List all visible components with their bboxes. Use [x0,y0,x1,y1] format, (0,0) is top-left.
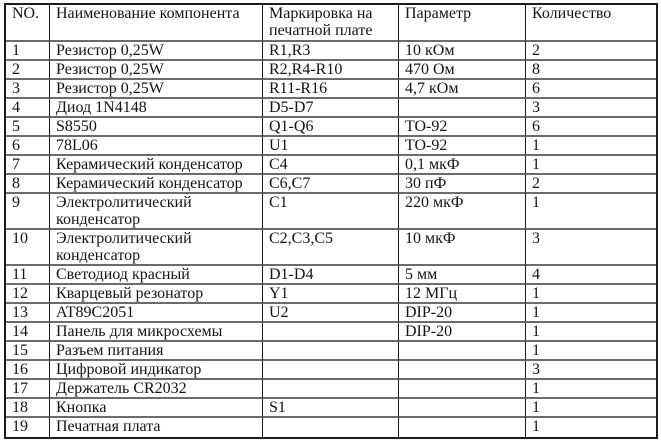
table-cell: AT89C2051 [50,304,263,323]
table-cell: 3 [6,80,50,99]
components-table [4,3,658,439]
table-row [6,418,656,437]
table-cell: R11-R16 [263,80,399,99]
col-header-no: NO. [6,5,50,42]
table-cell: 1 [532,418,540,435]
table-cell: 6 [6,137,50,156]
col-header-quantity: Количество [526,5,656,42]
table-cell: Электролитический конденсатор [50,194,263,230]
table-cell: Q1-Q6 [263,118,399,137]
table-cell: 470 Ом [399,61,526,80]
table-cell [399,399,526,418]
table-cell: D1-D4 [263,266,399,285]
table-cell: 1 [526,194,656,230]
table-cell: 3 [526,230,656,266]
table-header [6,5,656,42]
table-cell: R1,R3 [263,42,399,61]
col-header-component: Наименование компонента [50,5,263,42]
table-row [6,266,656,285]
table-cell: 1 [6,42,50,61]
table-cell: Кнопка [50,399,263,418]
table-cell: 14 [6,323,50,342]
table-cell: S1 [263,399,399,418]
table-cell: DIP-20 [399,304,526,323]
table-cell: 9 [6,194,50,230]
table-cell: 6 [526,118,656,137]
table-cell: 15 [6,342,50,361]
table-cell [263,418,399,437]
table-cell: 4 [526,266,656,285]
table-cell: 3 [526,361,656,380]
table-row [6,230,656,266]
table-cell [263,361,399,380]
table-cell: 17 [6,380,50,399]
table-cell: Светодиод красный [50,266,263,285]
table-cell: C1 [263,194,399,230]
header-row [6,5,656,42]
col-header-marking: Маркировка на печатной плате [263,5,399,42]
table-cell: 13 [6,304,50,323]
table-cell: Керамический конденсатор [50,156,263,175]
table-cell: C2,C3,C5 [263,230,399,266]
table-cell [263,380,399,399]
table-cell: Керамический конденсатор [50,175,263,194]
table-cell: 12 [6,285,50,304]
table-cell: 11 [6,266,50,285]
table-cell: Y1 [263,285,399,304]
table-row [6,137,656,156]
table-cell: R2,R4-R10 [263,61,399,80]
table-cell: DIP-20 [399,323,526,342]
table-cell: Резистор 0,25W [50,80,263,99]
table-cell: Кварцевый резонатор [50,285,263,304]
table-cell: 10 [6,230,50,266]
table-row [6,80,656,99]
table-cell: 1 [526,399,656,418]
table-cell [263,323,399,342]
table-cell: 1 [526,156,656,175]
table-row [6,99,656,118]
table-cell: Панель для микросхемы [50,323,263,342]
table-cell: Диод 1N4148 [50,99,263,118]
table-cell [399,342,526,361]
table-cell: TO-92 [399,137,526,156]
table-cell [399,418,526,437]
table-row [6,175,656,194]
table-cell: 10 кОм [399,42,526,61]
table-row [6,380,656,399]
table-cell: C6,C7 [263,175,399,194]
table-cell: 2 [526,175,656,194]
table-cell: 12 МГц [399,285,526,304]
table-cell: 3 [526,99,656,118]
table-cell [399,99,526,118]
table-cell: 6 [526,80,656,99]
table-cell: 10 мкФ [399,230,526,266]
table-cell: 18 [6,399,50,418]
table-cell: 5 [6,118,50,137]
table-cell: 1 [526,137,656,156]
table-cell: 1 [526,323,656,342]
table-cell: 1 [526,380,656,399]
table-row [6,118,656,137]
table-cell: 19 [6,418,50,437]
table-cell: Держатель CR2032 [50,380,263,399]
table-cell: C4 [263,156,399,175]
table-cell: U1 [263,137,399,156]
table-cell: 2 [6,61,50,80]
table-cell: 7 [6,156,50,175]
table-body [6,42,656,437]
table-cell: 8 [6,175,50,194]
table-cell: 4,7 кОм [399,80,526,99]
table-cell: 220 мкФ [399,194,526,230]
table-cell: Разъем питания [50,342,263,361]
table-cell: 1 [526,342,656,361]
table-cell: Цифровой индикатор [50,361,263,380]
table-cell [399,380,526,399]
table-row [6,61,656,80]
table-row [6,399,656,418]
table-cell [399,361,526,380]
table-cell: 16 [6,361,50,380]
table-cell: 8 [526,61,656,80]
table-cell: Печатная плата [50,418,263,437]
table-cell: Резистор 0,25W [50,42,263,61]
table-cell: 30 пФ [399,175,526,194]
table-cell [263,342,399,361]
table-cell: 0,1 мкФ [399,156,526,175]
table-row [6,342,656,361]
table-cell: 4 [6,99,50,118]
table-row [6,323,656,342]
table-cell: D5-D7 [263,99,399,118]
table-row [6,285,656,304]
table-cell: 1 [526,285,656,304]
table-cell: U2 [263,304,399,323]
table-cell: TO-92 [399,118,526,137]
col-header-parameter: Параметр [399,5,526,42]
table-row [6,156,656,175]
table-cell: 78L06 [50,137,263,156]
table-row [6,194,656,230]
table-cell: 1 [526,304,656,323]
table-cell: S8550 [50,118,263,137]
table-cell: Электролитический конденсатор [50,230,263,266]
table-cell: 5 мм [399,266,526,285]
table-cell: Резистор 0,25W [50,61,263,80]
table-cell: 2 [526,42,656,61]
table-row [6,361,656,380]
table-row [6,42,656,61]
table-row [6,304,656,323]
